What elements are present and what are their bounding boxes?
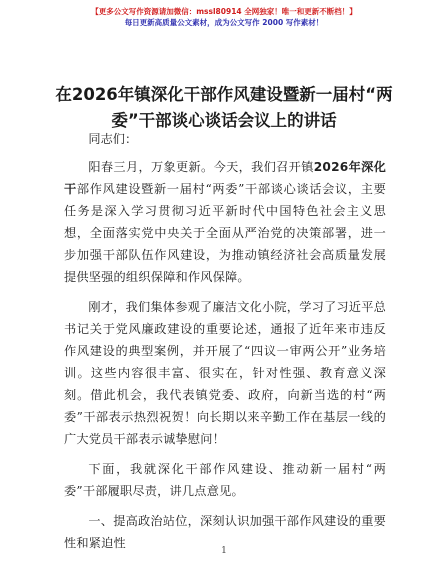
paragraph-2 [64,296,386,450]
promo-banner-line-1: 【更多公文写作资源请加微信：mssl80914 全网独家！唯一和更新不断档！】 [91,7,357,16]
paragraph-1-text-start: 阳春三月，万象更新。今天，我们召开镇 [88,160,314,174]
paragraph-1 [64,156,386,288]
section-heading-1-text: 一、提高政治站位，深刻认识加强干部作风建设的重要性和紧迫性 [64,514,386,550]
page-number: 1 [221,546,227,556]
paragraph-2-text: 刚才，我们集体参观了廉洁文化小院，学习了习近平总书记关于党风廉政建设的重要论述，通报了近年来市违反作风建设的典型案例，并开展了“四议一审两公开”业务培训。这些内容很丰富、很实在，针对性强、教育意义深刻。借此机会，我代表镇党委、政府，向新当选的村“两委”干部表示热烈祝贺！向长期以来辛勤工作在基层一线的广大党员干部表示诚挚慰问！ [64,300,386,446]
document-body [64,128,386,562]
salutation: 同志们： [88,132,138,146]
paragraph-1-highlight: 2026年深化干 [64,160,386,196]
promo-banner-line-2: 每日更新高质量公文素材，成为公文写作 2000 写作素材！ [124,18,324,27]
paragraph-3 [64,458,386,502]
paragraph-3-text: 下面，我就深化干部作风建设、推动新一届村“两委”干部履职尽责，讲几点意见。 [64,462,386,498]
document-title: 在2026年镇深化干部作风建设暨新一届村“两委”干部谈心谈话会议上的讲话 [55,85,393,130]
promo-banner [0,6,448,28]
paragraph-1-text-end: 部作风建设暨新一届村“两委”干部谈心谈话会议，主要任务是深入学习贯彻习近平新时代中国特色社会主义思想，全面落实党中央关于全面从严治党的决策部署，进一步加强干部队伍作风建设，为推动镇经济社会高质量发展提供坚强的组织保障和作风保障。 [64,182,387,284]
